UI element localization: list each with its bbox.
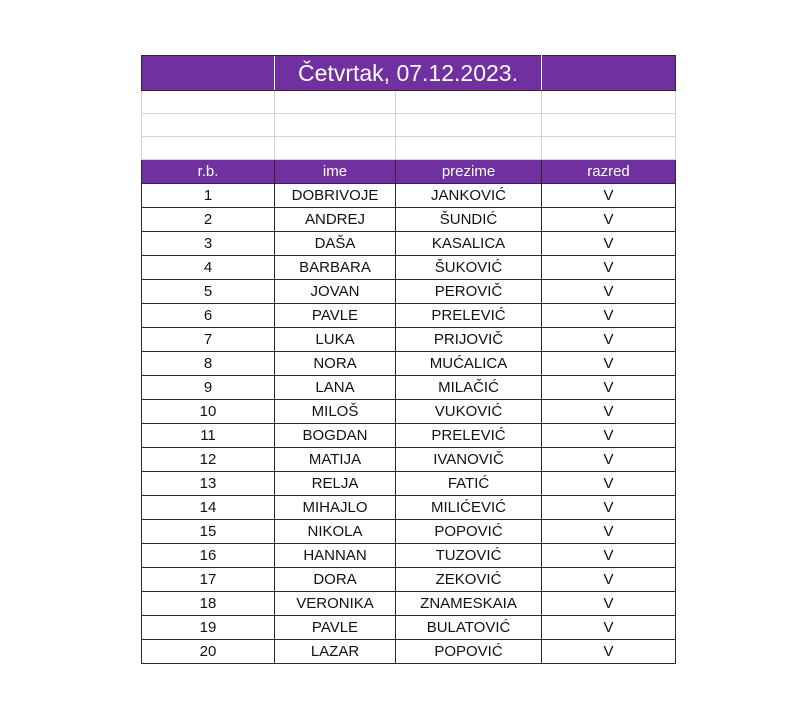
cell-prezime[interactable]: MILAČIĆ [396, 376, 542, 400]
cell-ime[interactable]: NIKOLA [275, 520, 396, 544]
cell-ime[interactable]: DOBRIVOJE [275, 184, 396, 208]
blank-cell[interactable] [542, 137, 676, 160]
cell-prezime[interactable]: ZEKOVIĆ [396, 568, 542, 592]
cell-razred[interactable]: V [542, 208, 676, 232]
blank-cell[interactable] [396, 137, 542, 160]
cell-ime[interactable]: ANDREJ [275, 208, 396, 232]
cell-rb[interactable]: 9 [142, 376, 275, 400]
cell-prezime[interactable]: ZNAMESKAIA [396, 592, 542, 616]
blank-cell[interactable] [142, 91, 275, 114]
table-row [142, 208, 676, 232]
cell-razred[interactable]: V [542, 616, 676, 640]
blank-cell[interactable] [275, 137, 396, 160]
cell-ime[interactable]: VERONIKA [275, 592, 396, 616]
table-row [142, 400, 676, 424]
page-title[interactable]: Četvrtak, 07.12.2023. [275, 56, 542, 91]
cell-prezime[interactable]: ŠUNDIĆ [396, 208, 542, 232]
cell-razred[interactable]: V [542, 376, 676, 400]
cell-razred[interactable]: V [542, 568, 676, 592]
blank-cell[interactable] [396, 114, 542, 137]
cell-ime[interactable]: NORA [275, 352, 396, 376]
cell-rb[interactable]: 13 [142, 472, 275, 496]
cell-prezime[interactable]: ŠUKOVIĆ [396, 256, 542, 280]
cell-rb[interactable]: 6 [142, 304, 275, 328]
cell-prezime[interactable]: KASALICA [396, 232, 542, 256]
title-row [142, 56, 676, 91]
cell-rb[interactable]: 5 [142, 280, 275, 304]
cell-prezime[interactable]: POPOVIĆ [396, 640, 542, 664]
cell-razred[interactable]: V [542, 400, 676, 424]
title-cell-empty-left[interactable] [142, 56, 275, 91]
table-row [142, 232, 676, 256]
cell-ime[interactable]: LUKA [275, 328, 396, 352]
cell-ime[interactable]: LANA [275, 376, 396, 400]
column-header-rb[interactable]: r.b. [142, 160, 275, 184]
cell-ime[interactable]: PAVLE [275, 304, 396, 328]
blank-cell[interactable] [275, 114, 396, 137]
table-row [142, 304, 676, 328]
cell-prezime[interactable]: PEROVIČ [396, 280, 542, 304]
table-row [142, 352, 676, 376]
cell-prezime[interactable]: PRELEVIĆ [396, 304, 542, 328]
cell-razred[interactable]: V [542, 496, 676, 520]
column-header-row [142, 160, 676, 184]
cell-razred[interactable]: V [542, 232, 676, 256]
cell-prezime[interactable]: PRELEVIĆ [396, 424, 542, 448]
table-row [142, 640, 676, 664]
cell-razred[interactable]: V [542, 448, 676, 472]
table-row [142, 568, 676, 592]
cell-ime[interactable]: DORA [275, 568, 396, 592]
cell-ime[interactable]: JOVAN [275, 280, 396, 304]
cell-razred[interactable]: V [542, 472, 676, 496]
cell-rb[interactable]: 10 [142, 400, 275, 424]
table-row [142, 496, 676, 520]
cell-rb[interactable]: 3 [142, 232, 275, 256]
table-row [142, 280, 676, 304]
cell-rb[interactable]: 8 [142, 352, 275, 376]
cell-prezime[interactable]: TUZOVIĆ [396, 544, 542, 568]
cell-rb[interactable]: 4 [142, 256, 275, 280]
cell-ime[interactable]: BARBARA [275, 256, 396, 280]
cell-rb[interactable]: 12 [142, 448, 275, 472]
table-row [142, 592, 676, 616]
cell-razred[interactable]: V [542, 592, 676, 616]
column-header-ime[interactable]: ime [275, 160, 396, 184]
cell-prezime[interactable]: MUĆALICA [396, 352, 542, 376]
cell-prezime[interactable]: JANKOVIĆ [396, 184, 542, 208]
title-cell-empty-right[interactable] [542, 56, 676, 91]
cell-rb[interactable]: 2 [142, 208, 275, 232]
cell-rb[interactable]: 14 [142, 496, 275, 520]
student-list-table [141, 55, 676, 664]
blank-cell[interactable] [542, 91, 676, 114]
cell-razred[interactable]: V [542, 520, 676, 544]
table-row [142, 424, 676, 448]
blank-row [142, 91, 676, 114]
blank-cell[interactable] [542, 114, 676, 137]
cell-rb[interactable]: 20 [142, 640, 275, 664]
cell-rb[interactable]: 19 [142, 616, 275, 640]
cell-ime[interactable]: DAŠA [275, 232, 396, 256]
cell-ime[interactable]: MIHAJLO [275, 496, 396, 520]
blank-row [142, 137, 676, 160]
column-header-prezime[interactable]: prezime [396, 160, 542, 184]
cell-rb[interactable]: 17 [142, 568, 275, 592]
table-row [142, 520, 676, 544]
cell-prezime[interactable]: PRIJOVIČ [396, 328, 542, 352]
cell-ime[interactable]: BOGDAN [275, 424, 396, 448]
cell-prezime[interactable]: BULATOVIĆ [396, 616, 542, 640]
blank-cell[interactable] [142, 137, 275, 160]
blank-cell[interactable] [396, 91, 542, 114]
table-row [142, 544, 676, 568]
cell-rb[interactable]: 1 [142, 184, 275, 208]
cell-razred[interactable]: V [542, 304, 676, 328]
cell-rb[interactable]: 15 [142, 520, 275, 544]
cell-rb[interactable]: 7 [142, 328, 275, 352]
cell-prezime[interactable]: FATIĆ [396, 472, 542, 496]
table-row [142, 376, 676, 400]
cell-prezime[interactable]: MILIĆEVIĆ [396, 496, 542, 520]
table-row [142, 472, 676, 496]
cell-ime[interactable]: MATIJA [275, 448, 396, 472]
table-row [142, 448, 676, 472]
table-row [142, 328, 676, 352]
cell-prezime[interactable]: POPOVIĆ [396, 520, 542, 544]
cell-ime[interactable]: RELJA [275, 472, 396, 496]
cell-rb[interactable]: 18 [142, 592, 275, 616]
cell-razred[interactable]: V [542, 544, 676, 568]
cell-razred[interactable]: V [542, 640, 676, 664]
cell-prezime[interactable]: IVANOVIČ [396, 448, 542, 472]
cell-razred[interactable]: V [542, 256, 676, 280]
cell-razred[interactable]: V [542, 280, 676, 304]
cell-prezime[interactable]: VUKOVIĆ [396, 400, 542, 424]
table-row [142, 184, 676, 208]
blank-cell[interactable] [142, 114, 275, 137]
cell-ime[interactable]: LAZAR [275, 640, 396, 664]
cell-rb[interactable]: 16 [142, 544, 275, 568]
cell-ime[interactable]: HANNAN [275, 544, 396, 568]
cell-razred[interactable]: V [542, 352, 676, 376]
student-list-body [142, 56, 676, 664]
table-row [142, 616, 676, 640]
cell-razred[interactable]: V [542, 424, 676, 448]
column-header-razred[interactable]: razred [542, 160, 676, 184]
cell-ime[interactable]: MILOŠ [275, 400, 396, 424]
cell-ime[interactable]: PAVLE [275, 616, 396, 640]
cell-razred[interactable]: V [542, 328, 676, 352]
blank-row [142, 114, 676, 137]
cell-razred[interactable]: V [542, 184, 676, 208]
cell-rb[interactable]: 11 [142, 424, 275, 448]
blank-cell[interactable] [275, 91, 396, 114]
table-row [142, 256, 676, 280]
